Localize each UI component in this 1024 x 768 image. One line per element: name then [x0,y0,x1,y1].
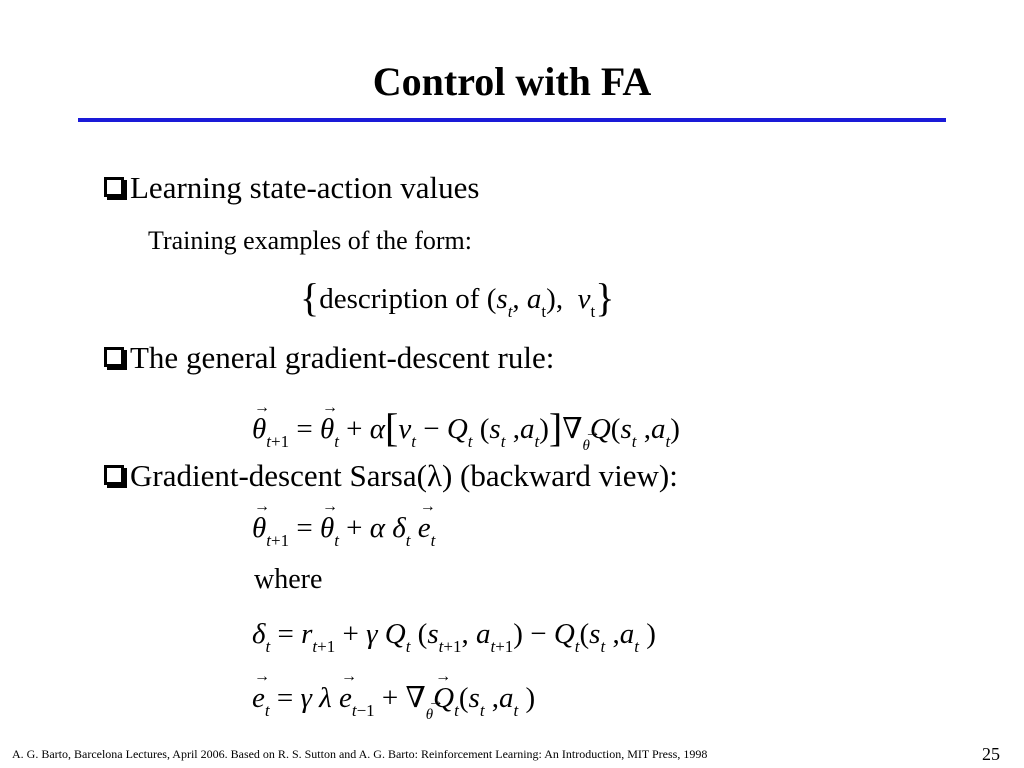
training-examples-text: Training examples of the form: [148,226,472,255]
citation-footer: A. G. Barto, Barcelona Lectures, April 2006. Based on R. S. Sutton and A. G. Barto: Reinforcement Learning: An Introduction, MIT Press, 1998 [12,747,708,761]
bullet-sarsa-lambda [104,458,678,494]
title-divider [78,118,946,122]
td-error-formula: $\delta_t = r_{t+1} + \gamma$ $Q_t$ ($s_{t+1}$, $a_{t+1}) - Q_t(s_t$ $,a_t$ ) [252,618,656,656]
bullet-text: The general gradient-descent rule: [130,340,555,375]
bullet-text: Learning state-action values [130,170,480,205]
sarsa-update-formula: → $\theta_{t+1}$ = → $\theta_t + \alpha$ $\delta_t \to e_t$ [252,512,435,551]
bullet-text: Gradient-descent Sarsa(λ) (backward view): [130,458,678,493]
bullet-learning-values [104,170,479,206]
bullet-gradient-rule [104,340,554,376]
page-number: 25 [982,744,1000,764]
square-bullet-icon [104,465,124,485]
where-text: where [254,564,323,595]
slide-title: Control with FA [372,59,652,104]
square-bullet-icon [104,347,124,367]
square-bullet-icon [104,177,124,197]
training-example-formula: {description of ($s_t$, $a_t$), $v_t$} [300,275,615,321]
trace-update-formula: → $e_t = \gamma$ $\lambda \to e_{t-1}$ + ∇→ $\theta\to Q_t(s_t$ $,a_t$ ) [252,680,535,724]
gradient-rule-formula: → $\theta_{t+1}$ = → $\theta_t + \alpha[v_t - Q_t$ ($s_t$ $,a_t)]\nabla\to \theta Q(s_t$ $,a_t$) [252,404,680,455]
